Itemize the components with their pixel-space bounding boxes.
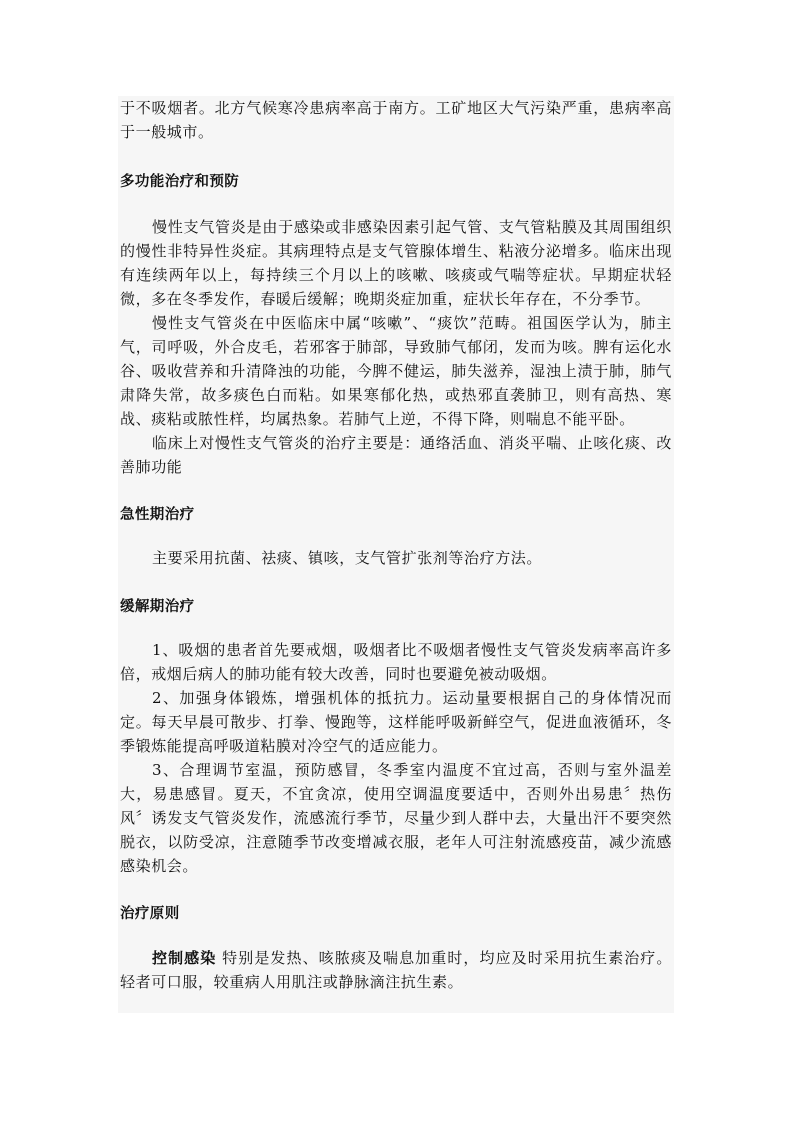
list-item-quit-smoking: 1、吸烟的患者首先要戒烟，吸烟者比不吸烟者慢性支气管炎发病率高许多倍，戒烟后病人的肺功能有较大改善，同时也要避免被动吸烟。 <box>120 641 672 683</box>
paragraph-tcm: 慢性支气管炎在中医临床中属“咳嗽”、“痰饮”范畴。祖国医学认为，肺主气，司呼吸，外合皮毛，若邪客于肺部，导致肺气郁闭，发而为咳。脾有运化水谷、吸收营养和升清降浊的功能，今脾不健运，肺失滋养，湿浊上渍于肺，肺气肃降失常，故多痰色白而粘。如果寒郁化热，或热邪直袭肺卫，则有高热、寒战、痰粘或脓性样，均属热象。若肺气上逆，不得下降，则喘息不能平卧。 <box>120 314 672 428</box>
paragraph-acute-treatment: 主要采用抗菌、祛痰、镇咳，支气管扩张剂等治疗方法。 <box>152 549 543 567</box>
paragraph-infection-control <box>120 946 672 994</box>
paragraph-treatment-summary: 临床上对慢性支气管炎的治疗主要是：通络活血、消炎平喘、止咳化痰、改善肺功能 <box>120 434 672 476</box>
intro-paragraph: 于不吸烟者。北方气候寒冷患病率高于南方。工矿地区大气污染严重，患病率高于一般城市。 <box>120 99 672 141</box>
section-heading-prevention: 多功能治疗和预防 <box>120 174 240 190</box>
list-item-room-temperature: 3、合理调节室温，预防感冒，冬季室内温度不宜过高，否则与室外温差大，易患感冒。夏天，不宜贪凉，使用空调温度要适中，否则外出易患〞热伤风〞诱发支气管炎发作，流感流行季节，尽量少到人群中去，大量出汗不要突然脱衣，以防受凉，注意随季节改变增减衣服，老年人可注射流感疫苗，减少流感感染机会。 <box>120 761 672 875</box>
paragraph-definition: 慢性支气管炎是由于感染或非感染因素引起气管、支气管粘膜及其周围组织的慢性非特异性炎症。其病理特点是支气管腺体增生、粘液分泌增多。临床出现有连续两年以上，每持续三个月以上的咳嗽、咳痰或气喘等症状。早期症状轻微，多在冬季发作，春暖后缓解；晚期炎症加重，症状长年存在，不分季节。 <box>120 218 672 308</box>
section-heading-remission: 缓解期治疗 <box>120 599 195 615</box>
section-heading-acute: 急性期治疗 <box>120 507 195 523</box>
infection-control-text: 特别是发热、咳脓痰及喘息加重时，均应及时采用抗生素治疗。轻者可口服，较重病人用肌注或静脉滴注抗生素。 <box>120 949 672 991</box>
section-heading-principles: 治疗原则 <box>120 906 180 922</box>
list-item-exercise: 2、加强身体锻炼，增强机体的抵抗力。运动量要根据自己的身体情况而定。每天早晨可散步、打拳、慢跑等，这样能呼吸新鲜空气，促进血液循环，冬季锻炼能提高呼吸道粘膜对冷空气的适应能力。 <box>120 689 672 755</box>
document-content <box>118 96 674 1013</box>
infection-control-term: 控制感染 <box>152 949 217 967</box>
